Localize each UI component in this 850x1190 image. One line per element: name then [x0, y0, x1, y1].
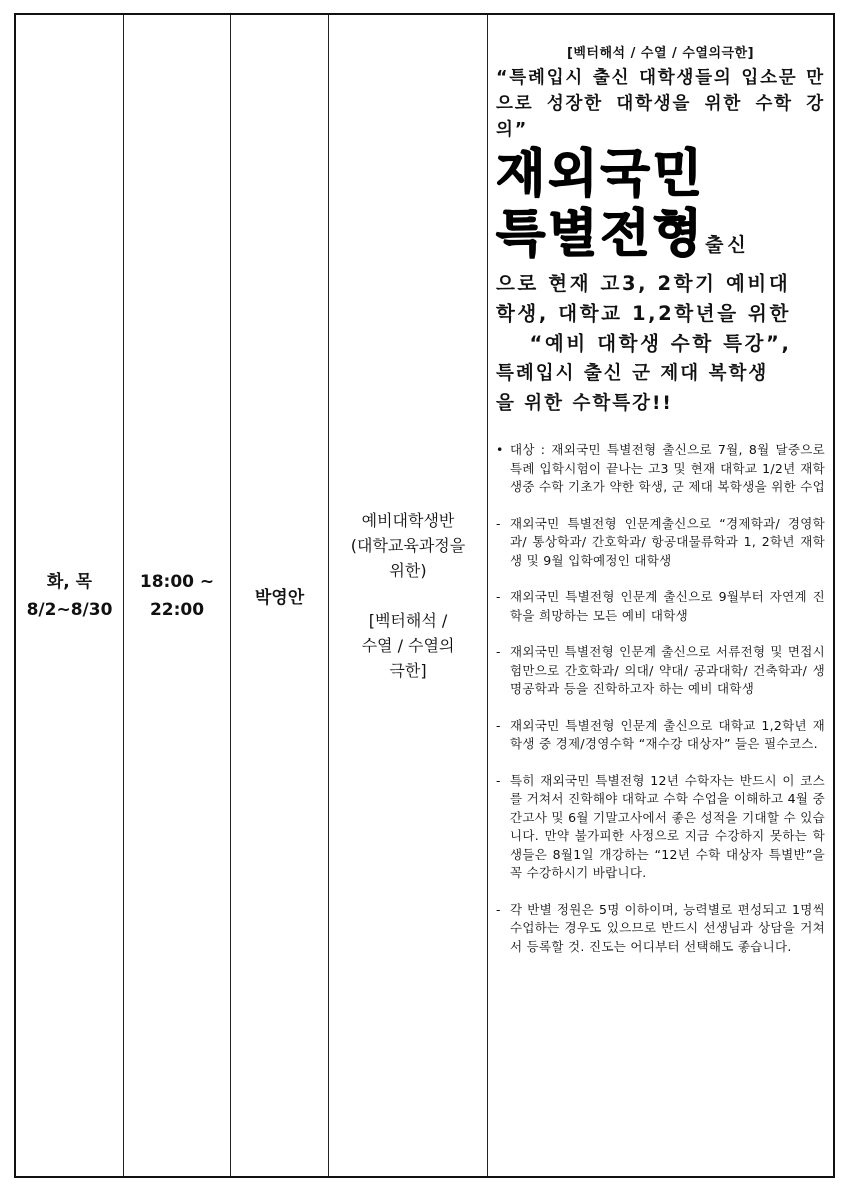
tagline: “특례입시 출신 대학생들의 입소문 만으로 성장한 대학생을 위한 수학 강의” [496, 68, 825, 140]
big-title-line1: 재외국민 [496, 145, 706, 204]
headline-line: 으로 현재 고3, 2학기 예비대 [496, 272, 791, 295]
item-marker: • [496, 442, 504, 457]
schedule-row [15, 14, 834, 1177]
item-marker: - [496, 772, 501, 788]
time-start: 18:00 ~ [139, 571, 215, 592]
dates: 8/2~8/30 [26, 599, 113, 620]
list-item [496, 901, 825, 957]
list-item [496, 515, 825, 571]
class-cell [329, 14, 488, 1177]
class-topic-line: 수열 / 수열의 [361, 636, 455, 655]
list-item [496, 717, 825, 754]
list-item [496, 772, 825, 883]
teacher: 박영안 [254, 588, 305, 608]
list-item [496, 441, 825, 497]
item-text: 재외국민 특별전형 인문계 출신으로 대학교 1,2학년 재학생 중 경제/경영수학 “재수강 대상자” 들은 필수코스. [510, 717, 825, 751]
headline2-line: 특례입시 출신 군 제대 복학생 [496, 363, 769, 384]
schedule-table [14, 13, 835, 1178]
item-text: 특히 재외국민 특별전형 12년 수학자는 반드시 이 코스를 거쳐서 진학해야 대학교 수학 수업을 이해하고 4월 중간고사 및 6월 기말고사에서 좋은 성적을 기대할 수 있습니다. 만약 불가피한 사정으로 지금 수강하지 못하는 학생들은 8월1일 개강하는 “12년 수학 대상자 특별반”을 꼭 수강하시기 바랍니다. [510, 772, 825, 880]
teacher-cell [231, 14, 329, 1177]
list-item [496, 588, 825, 625]
item-marker: - [496, 901, 501, 917]
days-cell [15, 14, 124, 1177]
after-big-text: 출신 [705, 234, 750, 256]
list-item [496, 643, 825, 699]
days: 화, 목 [46, 571, 93, 592]
item-text: 각 반별 정원은 5명 이하이며, 능력별로 편성되고 1명씩 수업하는 경우도 있으므로 반드시 선생님과 상담을 거쳐서 등록할 것. 진도는 어디부터 선택해도 좋습니다. [510, 901, 825, 954]
class-name-line: 예비대학생반 [361, 511, 455, 530]
headline-line: “예비 대학생 수학 특강”, [529, 332, 792, 355]
class-name-line: (대학교육과정을 [350, 536, 466, 555]
item-text: 대상 : 재외국민 특별전형 출신으로 7월, 8월 달중으로 특례 입학시험이 끝나는 고3 및 현재 대학교 1/2년 재학생중 수학 기초가 약한 학생, 군 제대 복학생을 위한 수업 [510, 442, 825, 494]
headline-line: 학생, 대학교 1,2학년을 위한 [496, 302, 791, 325]
item-marker: - [496, 589, 501, 604]
topic-line: [벡터해석 / 수열 / 수열의극한] [566, 46, 755, 61]
item-text: 재외국민 특별전형 인문계 출신으로 서류전형 및 면접시험만으로 간호학과/ 의대/ 약대/ 공과대학/ 건축학과/ 생명공학과 등을 진학하고자 하는 예비 대학생 [510, 644, 825, 696]
class-topic-line: [벡터해석 / [368, 611, 448, 630]
item-list [496, 441, 825, 956]
big-title-line2: 특별전형 [496, 205, 706, 264]
item-text: 재외국민 특별전형 인문계출신으로 “경제학과/ 경영학과/ 통상학과/ 간호학과/ 항공대물류학과 1, 2학년 재학생 및 9월 입학예정인 대학생 [510, 515, 825, 568]
item-text: 재외국민 특별전형 인문계 출신으로 9월부터 자연계 진학을 희망하는 모든 예비 대학생 [510, 589, 825, 623]
item-marker: - [496, 717, 501, 733]
item-marker: - [496, 644, 501, 659]
class-name-line: 위한) [389, 561, 427, 580]
time-cell [124, 14, 231, 1177]
description-cell [488, 14, 835, 1177]
time-end: 22:00 [149, 599, 205, 620]
class-topic-line: 극한] [389, 661, 427, 680]
headline2-line: 을 위한 수학특강!! [496, 393, 673, 414]
item-marker: - [496, 515, 501, 531]
